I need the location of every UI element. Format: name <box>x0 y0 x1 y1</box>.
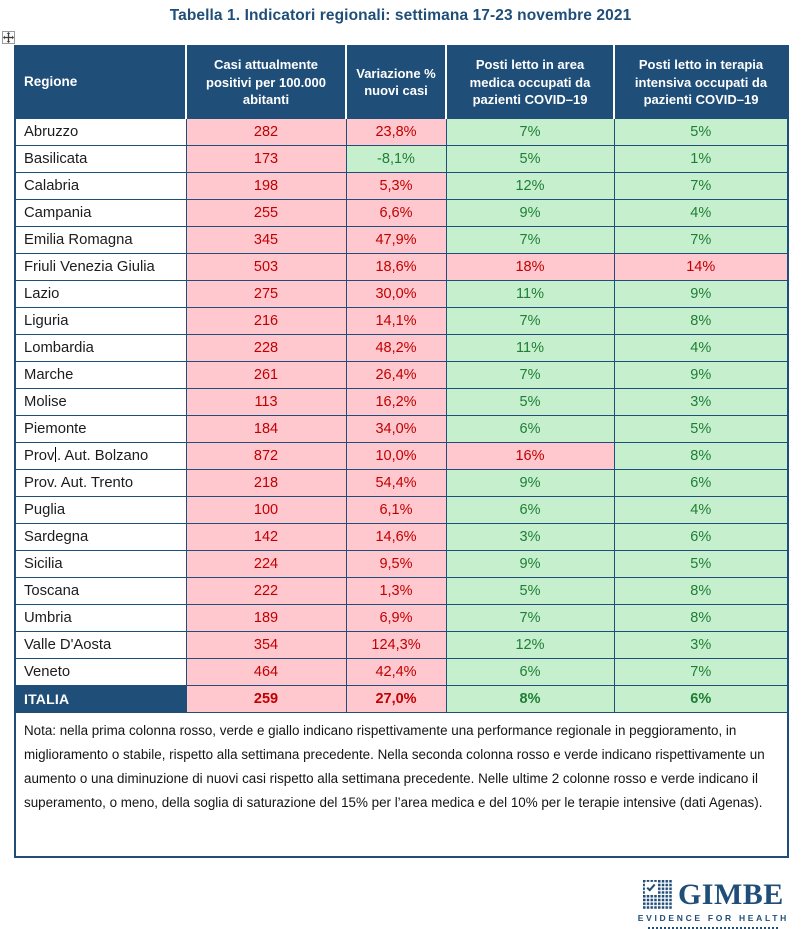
region-name-cell[interactable]: Liguria <box>15 307 186 334</box>
terapia-intensiva-cell[interactable]: 6% <box>614 523 788 550</box>
area-medica-cell[interactable]: 6% <box>446 415 614 442</box>
terapia-intensiva-cell[interactable]: 5% <box>614 415 788 442</box>
variazione-cell[interactable]: 18,6% <box>346 253 446 280</box>
area-medica-cell[interactable]: 6% <box>446 658 614 685</box>
terapia-intensiva-cell[interactable]: 5% <box>614 118 788 145</box>
gimbe-logo <box>638 880 789 929</box>
region-name-cell[interactable]: Friuli Venezia Giulia <box>15 253 186 280</box>
region-name-cell[interactable]: Piemonte <box>15 415 186 442</box>
variazione-cell[interactable]: 6,1% <box>346 496 446 523</box>
terapia-intensiva-cell[interactable]: 6% <box>614 469 788 496</box>
casi-cell[interactable]: 282 <box>186 118 346 145</box>
region-name-cell[interactable]: Prov . Aut. Bolzano <box>15 442 186 469</box>
casi-cell[interactable]: 354 <box>186 631 346 658</box>
total-row <box>15 685 788 712</box>
variazione-cell[interactable]: 16,2% <box>346 388 446 415</box>
table-body <box>15 118 788 712</box>
variazione-cell[interactable]: 42,4% <box>346 658 446 685</box>
terapia-intensiva-cell[interactable]: 8% <box>614 307 788 334</box>
note-cell[interactable] <box>15 712 788 857</box>
casi-cell[interactable]: 113 <box>186 388 346 415</box>
region-row <box>15 577 788 604</box>
casi-cell[interactable]: 255 <box>186 199 346 226</box>
variazione-cell[interactable]: 6,9% <box>346 604 446 631</box>
region-name-cell[interactable]: Valle D'Aosta <box>15 631 186 658</box>
column-header-terapia-intensiva[interactable]: Posti letto in terapia intensiva occupati da pazienti COVID–19 <box>614 46 788 118</box>
note-line-3: Nelle ultime 2 colonne rosso e verde indicano il superamento, o meno, della soglia di saturazione del 15% per l’area medica e del 10% per le terapie intensive (dati Agenas). <box>24 770 763 810</box>
area-medica-cell[interactable]: 7% <box>446 361 614 388</box>
region-name-cell[interactable]: Basilicata <box>15 145 186 172</box>
casi-cell[interactable]: 275 <box>186 280 346 307</box>
area-medica-cell[interactable]: 16% <box>446 442 614 469</box>
terapia-intensiva-cell[interactable]: 6% <box>614 685 788 712</box>
area-medica-cell[interactable]: 12% <box>446 631 614 658</box>
region-name-cell[interactable]: Sicilia <box>15 550 186 577</box>
note-line-2: Nella seconda colonna rosso e verde indicano rispettivamente un aumento o una diminuzione di nuovi casi rispetto alla settimana precedente. <box>24 746 765 786</box>
column-header-variazione[interactable]: Variazione % nuovi casi <box>346 46 446 118</box>
casi-cell[interactable]: 198 <box>186 172 346 199</box>
terapia-intensiva-cell[interactable]: 3% <box>614 388 788 415</box>
area-medica-cell[interactable]: 7% <box>446 118 614 145</box>
terapia-intensiva-cell[interactable]: 1% <box>614 145 788 172</box>
area-medica-cell[interactable]: 7% <box>446 604 614 631</box>
casi-cell[interactable]: 464 <box>186 658 346 685</box>
region-row <box>15 658 788 685</box>
terapia-intensiva-cell[interactable]: 7% <box>614 172 788 199</box>
column-header-regione[interactable]: Regione <box>15 46 186 118</box>
region-row <box>15 388 788 415</box>
region-row <box>15 604 788 631</box>
region-row <box>15 442 788 469</box>
gimbe-tagline: EVIDENCE FOR HEALTH <box>637 913 789 923</box>
region-name-cell[interactable]: ITALIA <box>15 685 186 712</box>
variazione-cell[interactable]: 27,0% <box>346 685 446 712</box>
terapia-intensiva-cell[interactable]: 3% <box>614 631 788 658</box>
casi-cell[interactable]: 259 <box>186 685 346 712</box>
area-medica-cell[interactable]: 5% <box>446 577 614 604</box>
region-row <box>15 145 788 172</box>
region-name-cell[interactable]: Emilia Romagna <box>15 226 186 253</box>
region-row <box>15 118 788 145</box>
casi-cell[interactable]: 142 <box>186 523 346 550</box>
region-name-cell[interactable]: Prov. Aut. Trento <box>15 469 186 496</box>
terapia-intensiva-cell[interactable]: 14% <box>614 253 788 280</box>
region-name-cell[interactable]: Lazio <box>15 280 186 307</box>
region-row <box>15 199 788 226</box>
terapia-intensiva-cell[interactable]: 7% <box>614 226 788 253</box>
region-name-cell[interactable]: Abruzzo <box>15 118 186 145</box>
area-medica-cell[interactable]: 9% <box>446 199 614 226</box>
region-row <box>15 415 788 442</box>
header-row <box>15 46 788 118</box>
casi-cell[interactable]: 216 <box>186 307 346 334</box>
variazione-cell[interactable]: 5,3% <box>346 172 446 199</box>
region-name-cell[interactable]: Toscana <box>15 577 186 604</box>
region-row <box>15 550 788 577</box>
variazione-cell[interactable]: 9,5% <box>346 550 446 577</box>
casi-cell[interactable]: 173 <box>186 145 346 172</box>
area-medica-cell[interactable]: 6% <box>446 496 614 523</box>
casi-cell[interactable]: 184 <box>186 415 346 442</box>
area-medica-cell[interactable]: 11% <box>446 280 614 307</box>
terapia-intensiva-cell[interactable]: 4% <box>614 199 788 226</box>
region-row <box>15 469 788 496</box>
regional-indicators-table <box>14 45 789 858</box>
variazione-cell[interactable]: 26,4% <box>346 361 446 388</box>
area-medica-cell[interactable]: 8% <box>446 685 614 712</box>
area-medica-cell[interactable]: 7% <box>446 226 614 253</box>
area-medica-cell[interactable]: 18% <box>446 253 614 280</box>
region-row <box>15 226 788 253</box>
region-row <box>15 361 788 388</box>
region-name-cell[interactable]: Marche <box>15 361 186 388</box>
text-cursor <box>55 447 57 462</box>
terapia-intensiva-cell[interactable]: 8% <box>614 442 788 469</box>
region-row <box>15 334 788 361</box>
region-name-cell[interactable]: Puglia <box>15 496 186 523</box>
terapia-intensiva-cell[interactable]: 7% <box>614 658 788 685</box>
terapia-intensiva-cell[interactable]: 8% <box>614 604 788 631</box>
casi-cell[interactable]: 228 <box>186 334 346 361</box>
column-header-area-medica[interactable]: Posti letto in area medica occupati da pazienti COVID–19 <box>446 46 614 118</box>
gimbe-logo-text: GIMBE <box>677 878 784 911</box>
area-medica-cell[interactable]: 9% <box>446 469 614 496</box>
variazione-cell[interactable]: 14,1% <box>346 307 446 334</box>
casi-cell[interactable]: 872 <box>186 442 346 469</box>
variazione-cell[interactable]: 30,0% <box>346 280 446 307</box>
casi-cell[interactable]: 345 <box>186 226 346 253</box>
gimbe-mosaic-icon <box>643 880 673 910</box>
area-medica-cell[interactable]: 5% <box>446 145 614 172</box>
region-name-cell[interactable]: Lombardia <box>15 334 186 361</box>
terapia-intensiva-cell[interactable]: 4% <box>614 334 788 361</box>
region-row <box>15 631 788 658</box>
terapia-intensiva-cell[interactable]: 5% <box>614 550 788 577</box>
variazione-cell[interactable]: 124,3% <box>346 631 446 658</box>
table-move-handle[interactable] <box>2 31 15 44</box>
region-row <box>15 280 788 307</box>
terapia-intensiva-cell[interactable]: 4% <box>614 496 788 523</box>
region-row <box>15 496 788 523</box>
terapia-intensiva-cell[interactable]: 8% <box>614 577 788 604</box>
casi-cell[interactable]: 100 <box>186 496 346 523</box>
terapia-intensiva-cell[interactable]: 9% <box>614 361 788 388</box>
variazione-cell[interactable]: 34,0% <box>346 415 446 442</box>
casi-cell[interactable]: 218 <box>186 469 346 496</box>
area-medica-cell[interactable]: 3% <box>446 523 614 550</box>
variazione-cell[interactable]: 23,8% <box>346 118 446 145</box>
move-cross-icon <box>3 32 14 43</box>
variazione-cell[interactable]: -8,1% <box>346 145 446 172</box>
region-name-cell[interactable]: Calabria <box>15 172 186 199</box>
region-name-cell[interactable]: Molise <box>15 388 186 415</box>
casi-cell[interactable]: 189 <box>186 604 346 631</box>
area-medica-cell[interactable]: 11% <box>446 334 614 361</box>
area-medica-cell[interactable]: 7% <box>446 307 614 334</box>
terapia-intensiva-cell[interactable]: 9% <box>614 280 788 307</box>
casi-cell[interactable]: 503 <box>186 253 346 280</box>
note-line-1: Nota: nella prima colonna rosso, verde e giallo indicano rispettivamente una performance regionale in peggioramento, in miglioramento o stabile, rispetto alla settimana precedente. <box>24 722 737 762</box>
variazione-cell[interactable]: 47,9% <box>346 226 446 253</box>
casi-cell[interactable]: 224 <box>186 550 346 577</box>
region-row <box>15 523 788 550</box>
table-title[interactable]: Tabella 1. Indicatori regionali: settimana 17-23 novembre 2021 <box>169 7 632 24</box>
region-row <box>15 253 788 280</box>
casi-cell[interactable]: 261 <box>186 361 346 388</box>
region-row <box>15 172 788 199</box>
region-name-cell[interactable]: Veneto <box>15 658 186 685</box>
area-medica-cell[interactable]: 9% <box>446 550 614 577</box>
variazione-cell[interactable]: 54,4% <box>346 469 446 496</box>
casi-cell[interactable]: 222 <box>186 577 346 604</box>
variazione-cell[interactable]: 6,6% <box>346 199 446 226</box>
region-row <box>15 307 788 334</box>
region-name-cell[interactable]: Campania <box>15 199 186 226</box>
variazione-cell[interactable]: 48,2% <box>346 334 446 361</box>
note-row <box>15 712 788 857</box>
variazione-cell[interactable]: 14,6% <box>346 523 446 550</box>
area-medica-cell[interactable]: 12% <box>446 172 614 199</box>
region-name-cell[interactable]: Sardegna <box>15 523 186 550</box>
area-medica-cell[interactable]: 5% <box>446 388 614 415</box>
column-header-casi-positivi[interactable]: Casi attualmente positivi per 100.000 abitanti <box>186 46 346 118</box>
variazione-cell[interactable]: 10,0% <box>346 442 446 469</box>
region-name-cell[interactable]: Umbria <box>15 604 186 631</box>
variazione-cell[interactable]: 1,3% <box>346 577 446 604</box>
